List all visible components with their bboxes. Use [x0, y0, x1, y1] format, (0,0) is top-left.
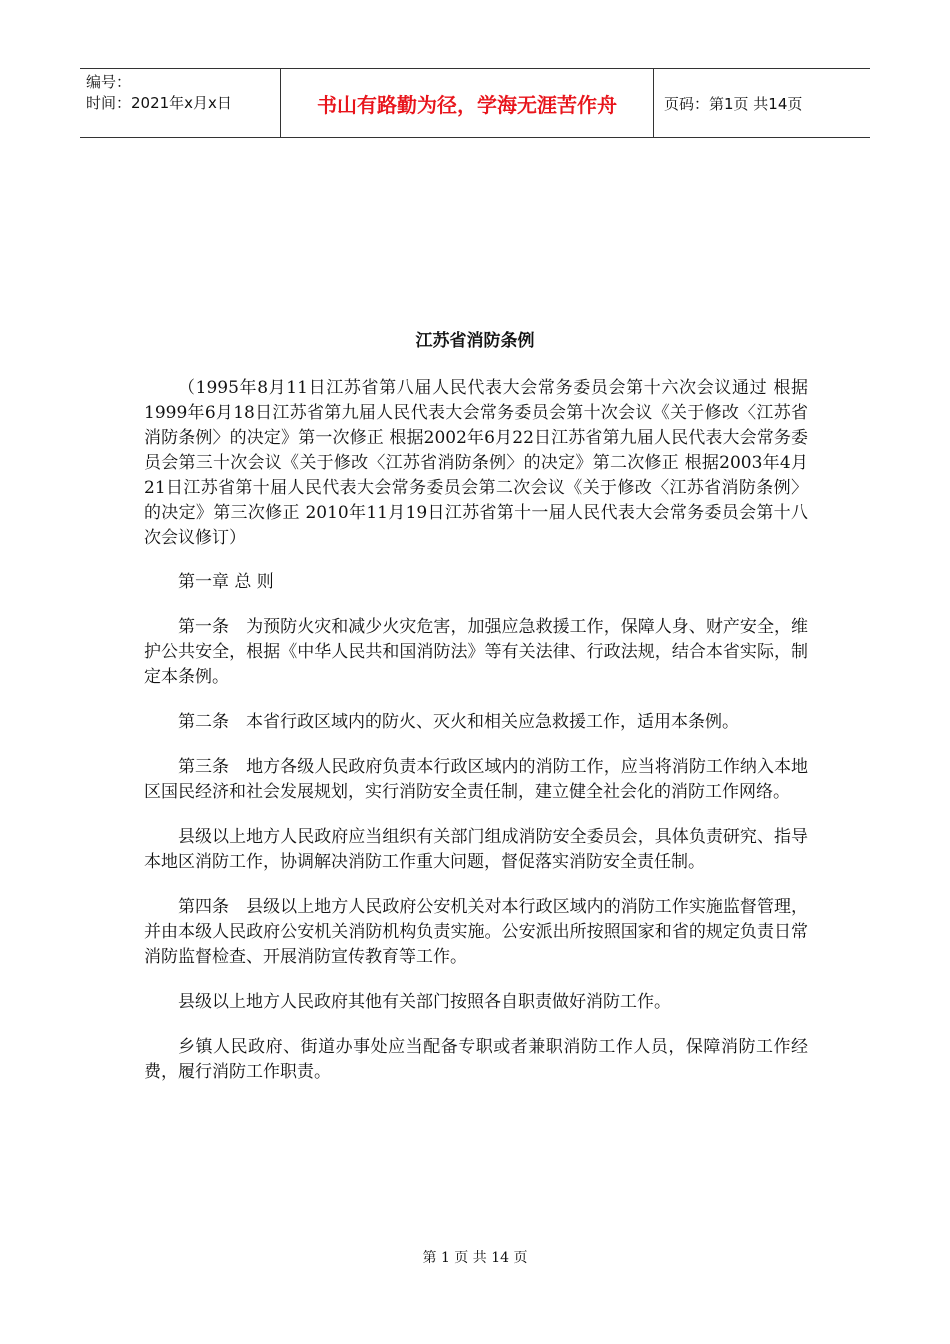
document-title: 江苏省消防条例	[415, 331, 535, 351]
article-paragraph: 第三条 地方各级人民政府负责本行政区域内的消防工作，应当将消防工作纳入本地区国民经济和社会发展规划，实行消防安全责任制，建立健全社会化的消防工作网络。	[144, 757, 808, 802]
document-body	[144, 376, 808, 1105]
header-motto: 书山有路勤为径，学海无涯苦作舟	[281, 69, 654, 137]
chapter-heading: 第一章 总 则	[178, 572, 274, 592]
article-paragraph: 第一条 为预防火灾和减少火灾危害，加强应急救援工作，保障人身、财产安全，维护公共安全，根据《中华人民共和国消防法》等有关法律、行政法规，结合本省实际，制定本条例。	[144, 617, 808, 687]
header-meta	[80, 69, 281, 137]
article-paragraph: 乡镇人民政府、街道办事处应当配备专职或者兼职消防工作人员，保障消防工作经费，履行消防工作职责。	[144, 1037, 808, 1082]
page-header	[80, 68, 870, 138]
document-time-label: 时间：2021年x月x日	[86, 94, 232, 112]
article-paragraph: 第四条 县级以上地方人民政府公安机关对本行政区域内的消防工作实施监督管理，并由本级人民政府公安机关消防机构负责实施。公安派出所按照国家和省的规定负责日常消防监督检查、开展消防宣传教育等工作。	[144, 897, 808, 967]
header-page-code: 页码：第1页 共14页	[664, 94, 803, 113]
article-paragraph: 县级以上地方人民政府应当组织有关部门组成消防安全委员会，具体负责研究、指导本地区消防工作，协调解决消防工作重大问题，督促落实消防安全责任制。	[144, 827, 808, 872]
article-paragraph: 第二条 本省行政区域内的防火、灭火和相关应急救援工作，适用本条例。	[178, 712, 739, 732]
page-footer: 第 1 页 共 14 页	[422, 1250, 528, 1266]
document-number-label: 编号：	[86, 73, 132, 91]
article-paragraph: 县级以上地方人民政府其他有关部门按照各自职责做好消防工作。	[178, 992, 671, 1012]
preamble-paragraph: （1995年8月11日江苏省第八届人民代表大会常务委员会第十六次会议通过 根据1999年6月18日江苏省第九届人民代表大会常务委员会第十次会议《关于修改〈江苏省消防条例〉的决定》第一次修正 根据2002年6月22日江苏省第九届人民代表大会常务委员会第三十次会议《关于修改〈江苏省消防条例〉的决定》第二次修正 根据2003年4月21日江苏省第十届人民代表大会常务委员会第二次会议《关于修改〈江苏省消防条例〉的决定》第三次修正 2010年11月19日江苏省第十一届人民代表大会常务委员会第十八次会议修订）	[144, 378, 808, 548]
